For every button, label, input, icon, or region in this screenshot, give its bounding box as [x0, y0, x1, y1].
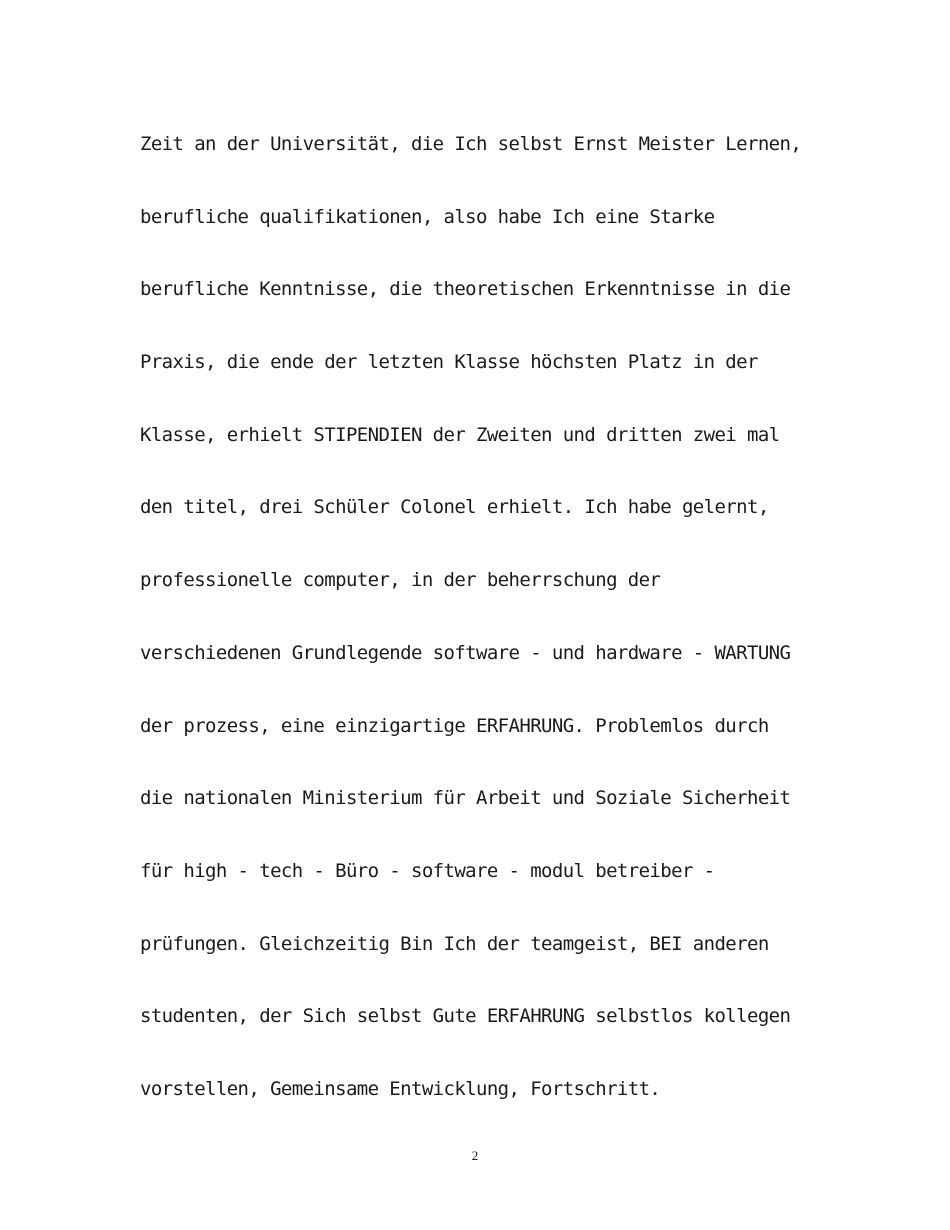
text-line: der prozess, eine einzigartige ERFAHRUNG. Problemlos durch: [140, 714, 769, 737]
text-line: professionelle computer, in der beherrschung der: [140, 569, 661, 592]
text-line: den titel, drei Schüler Colonel erhielt. Ich habe gelernt,: [140, 496, 769, 519]
text-line: berufliche qualifikationen, also habe Ich eine Starke: [140, 205, 715, 228]
text-line: für high - tech - Büro - software - modul betreiber -: [140, 859, 715, 882]
text-line: Zeit an der Universität, die Ich selbst Ernst Meister Lernen,: [140, 133, 802, 155]
text-line: vorstellen, Gemeinsame Entwicklung, Fortschritt.: [140, 1077, 661, 1100]
text-line: berufliche Kenntnisse, die theoretischen Erkenntnisse in die: [140, 278, 791, 301]
text-line: verschiedenen Grundlegende software - und hardware - WARTUNG: [140, 641, 791, 664]
text-line: studenten, der Sich selbst Gute ERFAHRUNG selbstlos kollegen: [140, 1005, 791, 1028]
text-line: die nationalen Ministerium für Arbeit und Soziale Sicherheit: [140, 787, 791, 810]
text-line: Klasse, erhielt STIPENDIEN der Zweiten und dritten zwei mal: [140, 423, 780, 446]
body-text: [140, 108, 840, 1126]
page-number: 2: [471, 1148, 479, 1163]
text-line: Praxis, die ende der letzten Klasse höchsten Platz in der: [140, 351, 758, 374]
text-line: prüfungen. Gleichzeitig Bin Ich der teamgeist, BEI anderen: [140, 932, 769, 955]
